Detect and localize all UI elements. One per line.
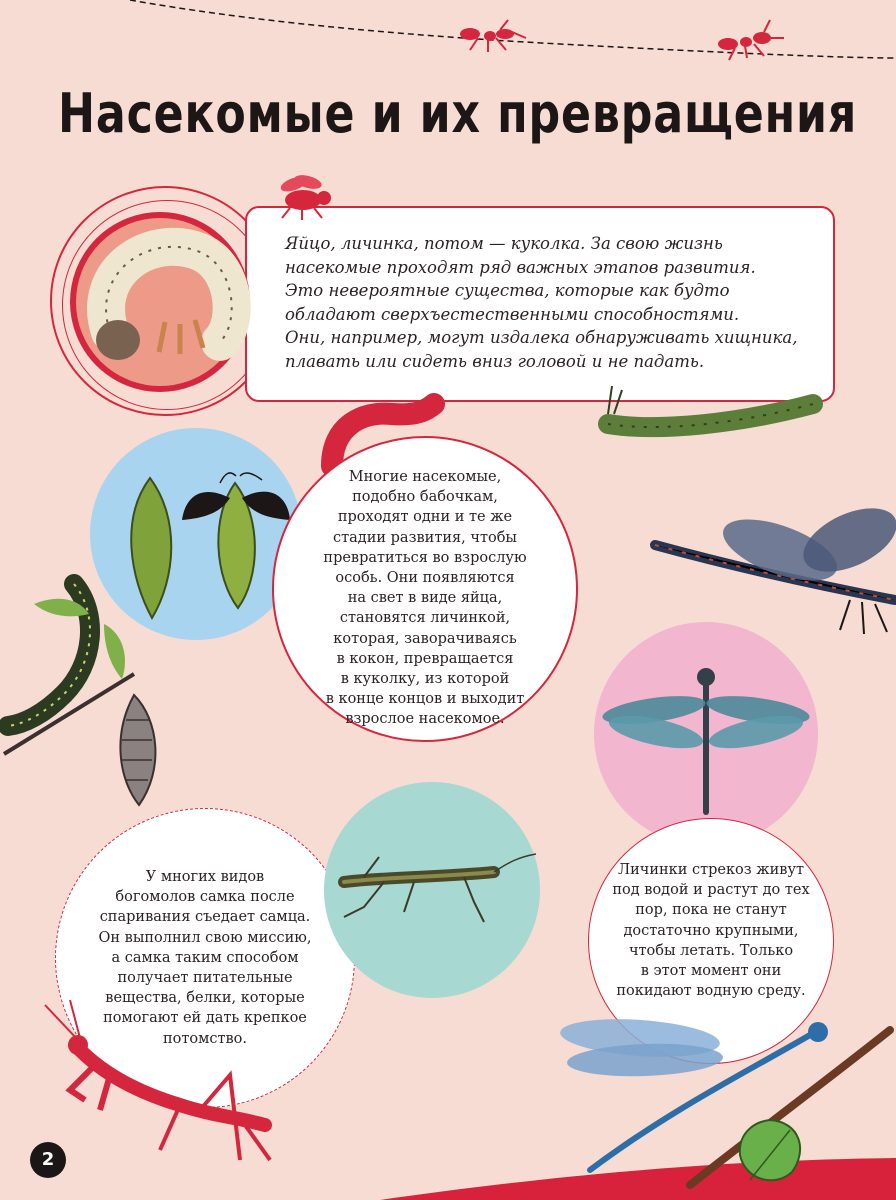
bubble-line: спаривания съедает самца. xyxy=(99,909,311,926)
bubble-line: в конце концов и выходит xyxy=(325,691,525,708)
pupa-icon xyxy=(104,690,174,810)
intro-line: Яйцо, личинка, потом — куколка. За свою жизнь xyxy=(285,234,723,253)
intro-line: обладают сверхъестественными способностями. xyxy=(285,304,740,324)
dragonfly-icon xyxy=(594,622,818,846)
top-decoration xyxy=(0,0,896,80)
ant-icon xyxy=(460,20,526,52)
bubble-line: потомство. xyxy=(162,1030,248,1047)
bubble-line: чтобы летать. Только xyxy=(628,942,794,959)
page-number: 2 xyxy=(30,1142,66,1178)
page-title: Насекомые и их превращения xyxy=(58,82,858,145)
beetle-larva-icon xyxy=(70,212,250,392)
damselfly-icon xyxy=(560,1010,890,1190)
bubble-line: покидают водную среду. xyxy=(616,983,806,1000)
bubble-line: богомолов самка после xyxy=(115,889,295,906)
bubble-line: Личинки стрекоз живут xyxy=(617,862,805,878)
bubble-line: пор, пока не станут xyxy=(635,902,787,919)
bubble-line: подобно бабочкам, xyxy=(352,489,498,506)
bubble-line: вещества, белки, которые xyxy=(105,990,305,1007)
bubble-line: становятся личинкой, xyxy=(339,610,511,627)
bubble-line: Он выполнил свою миссию, xyxy=(98,929,312,946)
intro-text xyxy=(285,232,830,373)
bubble-line: помогают ей дать крепкое xyxy=(103,1010,307,1027)
bubble-line: особь. Они появляются xyxy=(335,570,515,587)
bubble-line: достаточно крупными, xyxy=(623,922,799,939)
butterflies-text xyxy=(292,467,558,730)
dragonflies-text xyxy=(590,860,832,1001)
bubble-line: стадии развития, чтобы xyxy=(333,529,517,546)
bubble-line: превратиться во взрослую xyxy=(323,549,527,566)
fly-icon xyxy=(268,172,338,222)
caterpillar-icon xyxy=(598,384,828,444)
bubble-line: проходят одни и те же xyxy=(337,509,513,526)
intro-line: Это невероятные существа, которые как будто xyxy=(285,281,730,300)
bubble-line: У многих видов xyxy=(145,869,265,885)
grasshopper-icon xyxy=(324,782,540,998)
bubble-line: взрослое насекомое. xyxy=(345,711,505,728)
intro-line: плавать или сидеть вниз головой и не падать. xyxy=(285,351,705,371)
bubble-line: в куколку, из которой xyxy=(340,671,510,688)
leaf-icon xyxy=(730,1110,810,1190)
intro-line: Они, например, могут издалека обнаруживать хищника, xyxy=(285,328,798,347)
mantis-icon xyxy=(40,1000,270,1170)
bubble-line: в этот момент они xyxy=(640,963,782,980)
bubble-line: в кокон, превращается xyxy=(336,650,514,667)
bubble-line: которая, заворачиваясь xyxy=(333,630,517,647)
bubble-line: под водой и растут до тех xyxy=(612,882,810,899)
intro-line: насекомые проходят ряд важных этапов развития. xyxy=(285,257,756,277)
bubble-line: на свет в виде яйца, xyxy=(347,590,503,607)
bubble-line: а самка таким способом xyxy=(111,949,299,966)
bubble-line: Многие насекомые, xyxy=(348,469,502,485)
bubble-line: получает питательные xyxy=(117,970,293,987)
